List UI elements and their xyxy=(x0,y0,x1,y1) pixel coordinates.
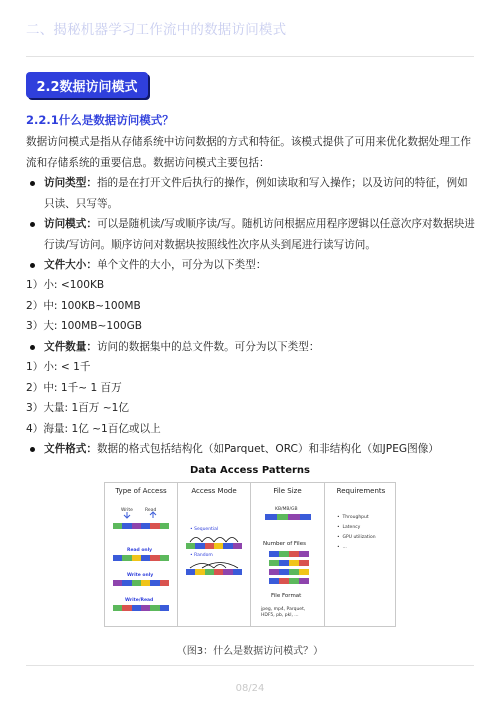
figure-caption: （图3：什么是数据访问模式？） xyxy=(176,646,324,657)
bullet-dot-icon xyxy=(30,447,35,452)
column-requirements xyxy=(325,483,397,626)
files-bar xyxy=(269,578,309,584)
bullet-text: 指的是在打开文件后执行的操作，例如读取和写入操作；以及访问的特征，例如只读、只写等。 xyxy=(44,177,468,210)
bullet-term: 文件格式： xyxy=(44,443,97,455)
write-label: Write xyxy=(121,508,133,513)
random-bar xyxy=(186,569,242,575)
bullet-dot-icon xyxy=(30,181,35,186)
file-format-label: File Format xyxy=(271,593,302,599)
files-bar xyxy=(269,560,309,566)
files-bar xyxy=(269,569,309,575)
file-size-item: 3）大: 100MB~100GB xyxy=(26,320,143,332)
footer-divider xyxy=(26,665,474,666)
file-count-item: 2）中: 1千~ 1 百万 xyxy=(26,382,122,394)
write-only-label: Write only xyxy=(127,573,154,578)
sequential-label: • Sequential xyxy=(190,527,219,532)
requirement-item: • GPU utilization xyxy=(337,535,376,540)
read-only-label: Read only xyxy=(127,548,153,553)
formats-list: jpeg, mp4, Parquet, HDF5, pb, pkl, ... xyxy=(261,607,306,618)
write-read-bar xyxy=(113,605,169,611)
column-header: Requirements xyxy=(336,487,386,495)
column-file-size xyxy=(251,483,325,626)
bullet-file-format xyxy=(26,439,476,460)
file-size-item: 1）小: <100KB xyxy=(26,279,105,291)
column-access-mode xyxy=(178,483,251,626)
sequential-bar xyxy=(186,543,242,549)
header-divider xyxy=(26,56,474,57)
files-bar xyxy=(269,551,309,557)
bullet-term: 访问类型： xyxy=(44,177,97,189)
read-write-arrows-icon xyxy=(119,511,163,521)
bullet-file-count xyxy=(26,337,476,358)
file-size-units-label: KB/MB/GB xyxy=(275,507,298,512)
bullet-dot-icon xyxy=(30,345,35,350)
requirement-item: • Latency xyxy=(337,525,361,530)
column-type-of-access xyxy=(105,483,178,626)
subsection-heading: 2.2.1什么是数据访问模式？ xyxy=(26,113,174,127)
data-access-patterns-figure xyxy=(104,482,396,627)
file-size-item: 2）中: 100KB~100MB xyxy=(26,300,141,312)
requirement-item: • Throughput xyxy=(337,515,369,520)
bullet-text: 访问的数据集中的总文件数。可分为以下类型： xyxy=(96,341,320,353)
column-header: Type of Access xyxy=(115,487,167,495)
column-header: Access Mode xyxy=(191,487,237,495)
access-block-bar xyxy=(113,523,169,529)
file-count-item: 4）海量: 1亿 ~1百亿或以上 xyxy=(26,423,161,435)
page-number: 08/24 xyxy=(235,683,265,694)
number-of-files-label: Number of Files xyxy=(263,541,306,547)
bullet-term: 文件数量： xyxy=(44,341,97,353)
write-read-label: Write/Read xyxy=(125,598,154,603)
file-count-item: 3）大量: 1百万 ~1亿 xyxy=(26,402,129,414)
bullet-text: 可以是随机读/写或顺序读/写。随机访问根据应用程序逻辑以任意次序对数据块进行读/写访问。顺序访问对数据块按照线性次序从头到尾进行读写访问。 xyxy=(44,218,475,251)
read-only-bar xyxy=(113,555,169,561)
requirement-item: • ... xyxy=(337,545,347,550)
bullet-dot-icon xyxy=(30,222,35,227)
page-header-title: 二、揭秘机器学习工作流中的数据访问模式 xyxy=(26,22,287,38)
section-badge: 2.2数据访问模式 xyxy=(26,72,148,98)
random-arcs-icon xyxy=(188,559,242,569)
bullet-access-mode xyxy=(26,214,476,255)
bullet-dot-icon xyxy=(30,263,35,268)
file-size-bar xyxy=(265,514,311,520)
bullet-file-size xyxy=(26,255,476,276)
intro-paragraph: 数据访问模式是指从存储系统中访问数据的方式和特征。该模式提供了可用来优化数据处理工作流和存储系统的重要信息。数据访问模式主要包括： xyxy=(26,136,471,169)
read-label: Read xyxy=(145,508,157,513)
bullet-term: 访问模式： xyxy=(44,218,97,230)
bullet-text: 数据的格式包括结构化（如Parquet、ORC）和非结构化（如JPEG图像） xyxy=(96,443,439,455)
figure-title: Data Access Patterns xyxy=(190,465,310,476)
file-count-item: 1）小: < 1千 xyxy=(26,361,91,373)
column-header: File Size xyxy=(273,487,302,495)
bullet-text: 单个文件的大小，可分为以下类型： xyxy=(96,259,267,271)
bullet-term: 文件大小： xyxy=(44,259,97,271)
sequential-arcs-icon xyxy=(188,533,242,543)
bullet-access-type xyxy=(26,173,476,214)
random-label: • Random xyxy=(190,553,213,558)
write-only-bar xyxy=(113,580,169,586)
